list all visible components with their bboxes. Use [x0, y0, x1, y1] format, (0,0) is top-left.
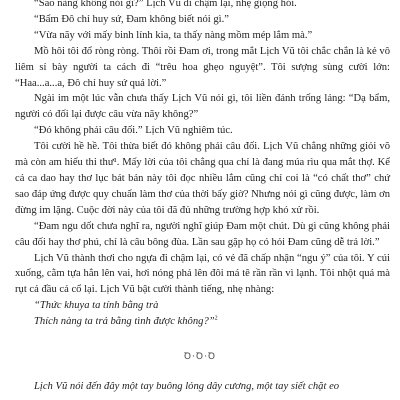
next-paragraph: Lịch Vũ nói đến đây một tay buông lỏng dây cương, một tay siết chặt eo — [34, 381, 340, 392]
verse-line-1: “Thức khuya ta tính bằng trà — [34, 300, 159, 312]
section-divider: Ꝺ·Ꝺ·Ꝺ — [184, 351, 216, 361]
page-body — [15, 0, 390, 330]
paragraph-3: “Vừa nãy với mấy binh lính kia, ta thấy nàng mồm mép lắm mà.” — [34, 29, 313, 41]
verse-line-2 — [15, 314, 390, 330]
paragraph-8: “Đam ngu dốt chưa nghĩ ra, người nghĩ giúp Đam một chút. Dù gì cũng không phải câu đối hay thơ phú, chỉ là câu bông đùa. Lần sau gặp họ có hỏi Đam cũng dễ trả lời.” — [15, 220, 390, 248]
paragraph-1: “Sao nàng không nói gì?” Lịch Vũ đi chậm lại, nhẹ giọng hỏi. — [34, 0, 297, 9]
paragraph-5: Ngài im một lúc vẫn chưa thấy Lịch Vũ nói gì, tôi liền đánh trống lảng: “Dạ bẩm, người có đối lại được câu vừa nãy không?” — [15, 93, 390, 121]
footnote-marker: 2 — [214, 315, 218, 322]
paragraph-7: Tôi cười hề hề. Tôi thừa biết đó không phải câu đối. Lịch Vũ chẳng những giỏi võ mà còn am hiểu thi thư¹. Mấy lời của tôi chẳng qua chỉ là đang múa rìu qua mắt thợ. Kể cả ca dao hay thơ lục bát bản này tôi đọc nhiều lắm cũng chỉ coi là “có chất thơ” chứ sao đáp ứng được quy chuẩn làm thơ của thời bấy giờ? Nhưng nói gì cũng được, làm ơn đừng im lặng. Cuộc đời này của tôi đã đủ những trường hợp khó xử rồi. — [15, 141, 390, 216]
paragraph-6: “Đó không phải câu đối.” Lịch Vũ nghiêm túc. — [34, 125, 233, 137]
verse-line-2-text: Thích nàng ta trả bằng tình được không?” — [34, 316, 215, 328]
paragraph-9: Lịch Vũ thành thơi cho ngựa đi chậm lại, có vẻ đã chấp nhận “ngu ý” của tôi. Y cúi xuống, cằm tựa hẳn lên vai, hơi nóng phả lên đôi má tê rần rần vì lạnh. Tôi nhột quá mà rụt cả đầu cả cổ lại. Lịch Vũ bật cười thành tiếng, nhẹ nhàng: — [15, 252, 390, 296]
paragraph-2: “Bẩm Đô chỉ huy sứ, Đam không biết nói gì.” — [34, 13, 229, 25]
paragraph-4: Mồ hôi tôi đổ ròng ròng. Thôi rồi Đam ơi, trong mắt Lịch Vũ tôi chắc chắn là kẻ vô liêm sỉ bày người ta cách đi “trêu hoa ghẹo nguyệt”. Tôi sượng sùng cười lớn: “Haa...a...a, Đô chỉ huy sứ quá lời.” — [15, 45, 390, 89]
